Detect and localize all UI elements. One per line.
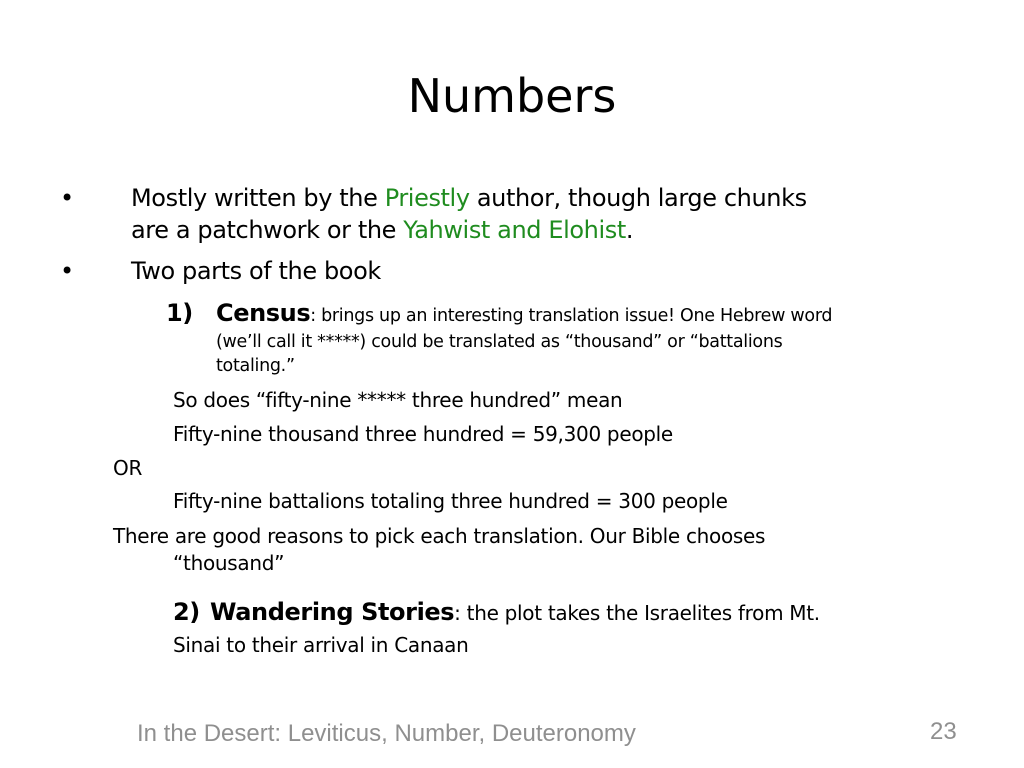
census-line-2: (we’ll call it *****) could be translated as “thousand” or “battalions [216,332,783,352]
bullet-1-text-b: author, though large chunks [469,184,807,212]
wandering-text-1: : the plot takes the Israelites from Mt. [454,601,820,625]
slide-title: Numbers [407,69,617,123]
bullet-1-line-2 [131,215,633,245]
bullet-marker-1: • [60,184,75,212]
wandering-heading: Wandering Stories [210,598,455,626]
bullet-1-text-c: are a patchwork or the [131,216,404,244]
bullet-1-text-a: Mostly written by the [131,184,385,212]
bullet-2-text: Two parts of the book [131,257,381,285]
option-battalions-line: Fifty-nine battalions totaling three hundred = 300 people [173,489,728,513]
priestly-highlight: Priestly [384,184,470,212]
yahwist-elohist-highlight: Yahwist and Elohist [403,216,626,244]
wandering-line-1 [173,597,820,627]
slide-footer: In the Desert: Leviticus, Number, Deuteronomy [137,720,636,747]
census-number: 1) [166,299,193,327]
bullet-1-line-1 [131,183,807,213]
bullet-marker-2: • [60,257,75,285]
option-thousand-line: Fifty-nine thousand three hundred = 59,300 people [173,422,673,446]
slide-number: 23 [930,718,957,745]
so-does-line: So does “fifty-nine ***** three hundred” mean [173,388,623,412]
census-line-3: totaling.” [216,356,295,376]
reasons-line-2: “thousand” [173,551,285,575]
census-text-1: : brings up an interesting translation issue! One Hebrew word [310,306,833,326]
wandering-number: 2) [173,598,200,626]
wandering-line-2: Sinai to their arrival in Canaan [173,633,469,657]
census-line-1 [216,298,832,329]
census-heading: Census [216,299,311,327]
reasons-line-1: There are good reasons to pick each translation. Our Bible chooses [113,524,766,548]
bullet-1-text-d: . [625,216,634,244]
or-line: OR [113,456,143,480]
